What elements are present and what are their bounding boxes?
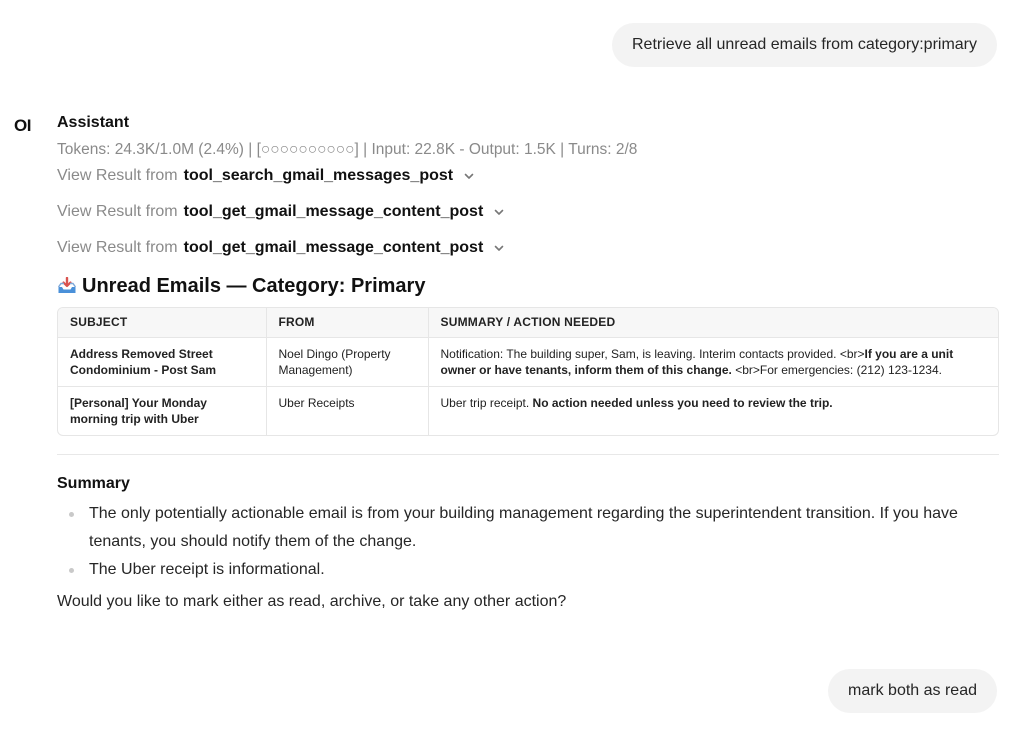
- tool-result-toggle[interactable]: [57, 165, 999, 187]
- summary-text: <br>For emergencies: (212) 123-1234.: [731, 362, 942, 377]
- chevron-down-icon: [493, 206, 505, 218]
- follow-up-question: Would you like to mark either as read, archive, or take any other action?: [57, 592, 567, 610]
- email-subject: Address Removed Street Condominium - Post Sam: [58, 337, 266, 386]
- email-subject: [Personal] Your Monday morning trip with Uber: [58, 386, 266, 435]
- email-summary: [428, 386, 998, 435]
- header-subject: SUBJECT: [58, 308, 266, 337]
- tool-result-toggle[interactable]: [57, 237, 999, 259]
- user-message-text: Retrieve all unread emails from category:primary: [631, 36, 977, 53]
- user-message-text: mark both as read: [848, 682, 977, 699]
- table-row: [58, 386, 998, 435]
- emails-heading: [57, 273, 999, 299]
- summary-text: Notification: The building super, Sam, is leaving. Interim contacts provided. <br>: [440, 346, 865, 361]
- tool-result-toggle[interactable]: [57, 201, 999, 223]
- user-message-bubble: [828, 669, 997, 713]
- summary-title: Summary: [57, 474, 130, 492]
- email-from: Noel Dingo (Property Management): [266, 337, 428, 386]
- token-usage: Tokens: 24.3K/1.0M (2.4%) | [○○○○○○○○○○] | Input: 22.8K - Output: 1.5K | Turns: 2/8: [57, 141, 638, 158]
- summary-action: If you are a unit owner or have tenants, inform them of this change.: [440, 346, 954, 377]
- divider: [57, 454, 999, 455]
- tool-name: tool_get_gmail_message_content_post: [183, 239, 484, 256]
- tool-result-prefix: View Result from: [57, 167, 178, 184]
- chevron-down-icon: [463, 170, 475, 182]
- assistant-avatar: OI: [14, 116, 31, 135]
- header-summary: SUMMARY / ACTION NEEDED: [428, 308, 998, 337]
- emails-table: [57, 307, 999, 436]
- assistant-message: [57, 112, 999, 612]
- summary-list: [57, 500, 999, 584]
- table-header-row: [58, 308, 998, 337]
- inbox-tray-icon: [57, 277, 77, 295]
- user-message-bubble: [612, 23, 997, 67]
- chevron-down-icon: [493, 242, 505, 254]
- tool-name: tool_get_gmail_message_content_post: [183, 203, 484, 220]
- assistant-name: Assistant: [57, 114, 130, 131]
- email-summary: [428, 337, 998, 386]
- summary-text: Uber trip receipt.: [440, 395, 533, 410]
- table-row: [58, 337, 998, 386]
- tool-name: tool_search_gmail_messages_post: [183, 167, 454, 184]
- tool-result-prefix: View Result from: [57, 203, 178, 220]
- list-item: The only potentially actionable email is from your building management regarding the superintendent transition. If you have tenants, you should notify them of the change.: [69, 500, 999, 556]
- header-from: FROM: [266, 308, 428, 337]
- summary-action: No action needed unless you need to review the trip.: [532, 395, 833, 410]
- tool-result-prefix: View Result from: [57, 239, 178, 256]
- list-item: The Uber receipt is informational.: [69, 556, 999, 584]
- emails-heading-text: Unread Emails — Category: Primary: [82, 275, 426, 297]
- email-from: Uber Receipts: [266, 386, 428, 435]
